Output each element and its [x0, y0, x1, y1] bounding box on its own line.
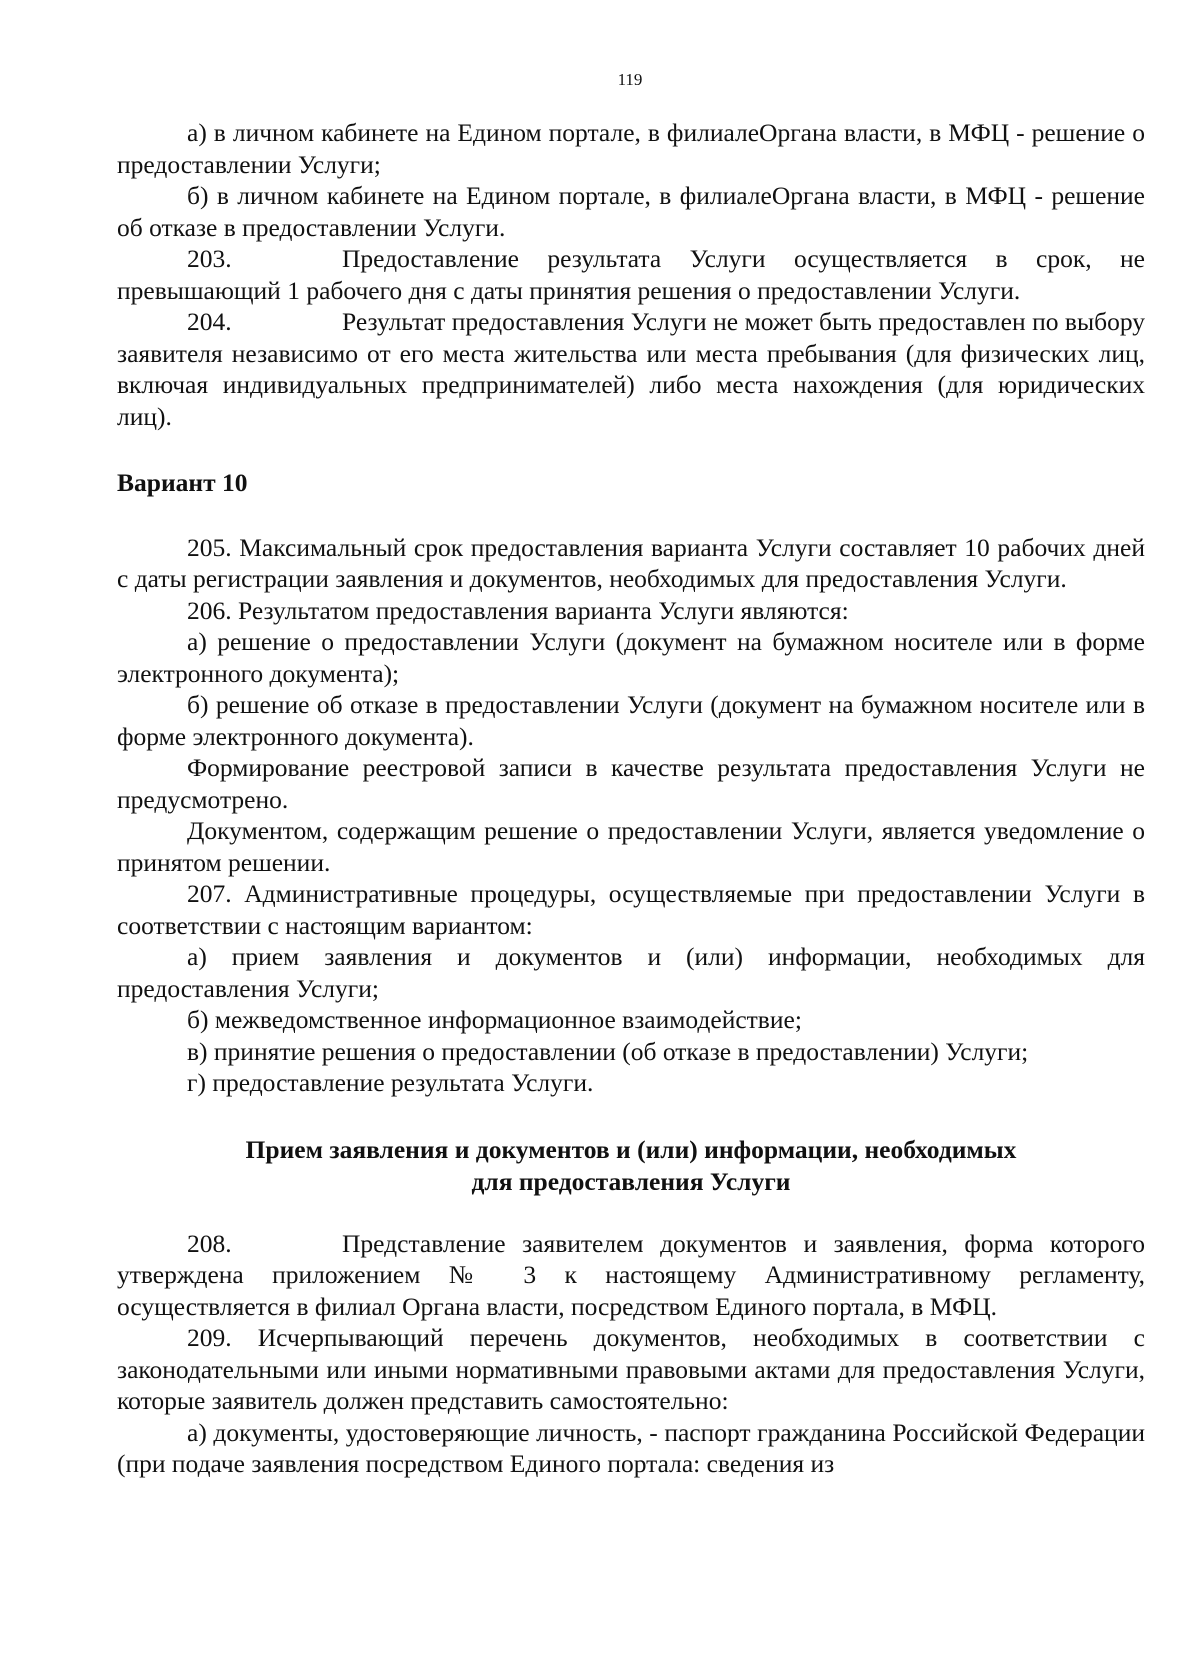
- paragraph: а) прием заявления и документов и (или) информации, необходимых для предоставления Услуги;: [117, 942, 1145, 1003]
- paragraph: б) межведомственное информационное взаимодействие;: [187, 1005, 802, 1034]
- paragraph-205: 205. Максимальный срок предоставления варианта Услуги составляет 10 рабочих дней с даты регистрации заявления и документов, необходимых для предоставления Услуги.: [117, 532, 1145, 593]
- paragraph-number: 204.: [187, 307, 232, 336]
- paragraph-209: 209. Исчерпывающий перечень документов, необходимых в соответствии с законодательными или иными нормативными правовыми актами для предоставления Услуги, которые заявитель должен представить самостоятельно:: [117, 1323, 1145, 1415]
- paragraph-text: Результат предоставления Услуги не может быть предоставлен по выбору заявителя независимо от его места жительства или места пребывания (для физических лиц, включая индивидуальных предпринимателей) либо места нахождения (для юридических лиц).: [117, 307, 1145, 431]
- paragraph: а) документы, удостоверяющие личность, - паспорт гражданина Российской Федерации (при подаче заявления посредством Единого портала: сведения из: [117, 1417, 1145, 1478]
- section-heading: [117, 1134, 1145, 1198]
- paragraph: г) предоставление результата Услуги.: [187, 1068, 594, 1097]
- paragraph-207: 207. Административные процедуры, осуществляемые при предоставлении Услуги в соответствии с настоящим вариантом:: [117, 879, 1145, 940]
- variant-heading: Вариант 10: [117, 468, 248, 497]
- paragraph-204: [117, 306, 1145, 432]
- paragraph-208: [117, 1228, 1145, 1323]
- paragraph: Документом, содержащим решение о предоставлении Услуги, является уведомление о принятом решении.: [117, 816, 1145, 877]
- paragraph: б) решение об отказе в предоставлении Услуги (документ на бумажном носителе или в форме электронного документа).: [117, 690, 1145, 751]
- paragraph: Формирование реестровой записи в качестве результата предоставления Услуги не предусмотрено.: [117, 753, 1145, 814]
- paragraph: б) в личном кабинете на Едином портале, в филиалеОргана власти, в МФЦ - решение об отказе в предоставлении Услуги.: [117, 181, 1145, 242]
- page-number: 119: [617, 70, 643, 89]
- paragraph-text: Предоставление результата Услуги осуществляется в срок, не превышающий 1 рабочего дня с даты принятия решения о предоставлении Услуги.: [117, 244, 1145, 305]
- paragraph-206: 206. Результатом предоставления варианта Услуги являются:: [187, 595, 849, 625]
- paragraph: в) принятие решения о предоставлении (об отказе в предоставлении) Услуги;: [187, 1036, 1029, 1066]
- paragraph-203: [117, 243, 1145, 306]
- paragraph-number: 208.: [187, 1228, 232, 1258]
- document-body: [117, 117, 1145, 1480]
- paragraph: а) в личном кабинете на Едином портале, в филиалеОргана власти, в МФЦ - решение о предоставлении Услуги;: [117, 118, 1145, 179]
- paragraph-number: 203.: [187, 244, 232, 273]
- section-heading-line: для предоставления Услуги: [471, 1166, 791, 1196]
- section-heading-line: Прием заявления и документов и (или) информации, необходимых: [245, 1134, 1017, 1164]
- paragraph: а) решение о предоставлении Услуги (документ на бумажном носителе или в форме электронного документа);: [117, 627, 1145, 688]
- paragraph-text: Представление заявителем документов и заявления, форма которого утверждена приложением № 3 к настоящему Административному регламенту, осуществляется в филиал Органа власти, посредством Единого портала, в МФЦ.: [117, 1228, 1145, 1321]
